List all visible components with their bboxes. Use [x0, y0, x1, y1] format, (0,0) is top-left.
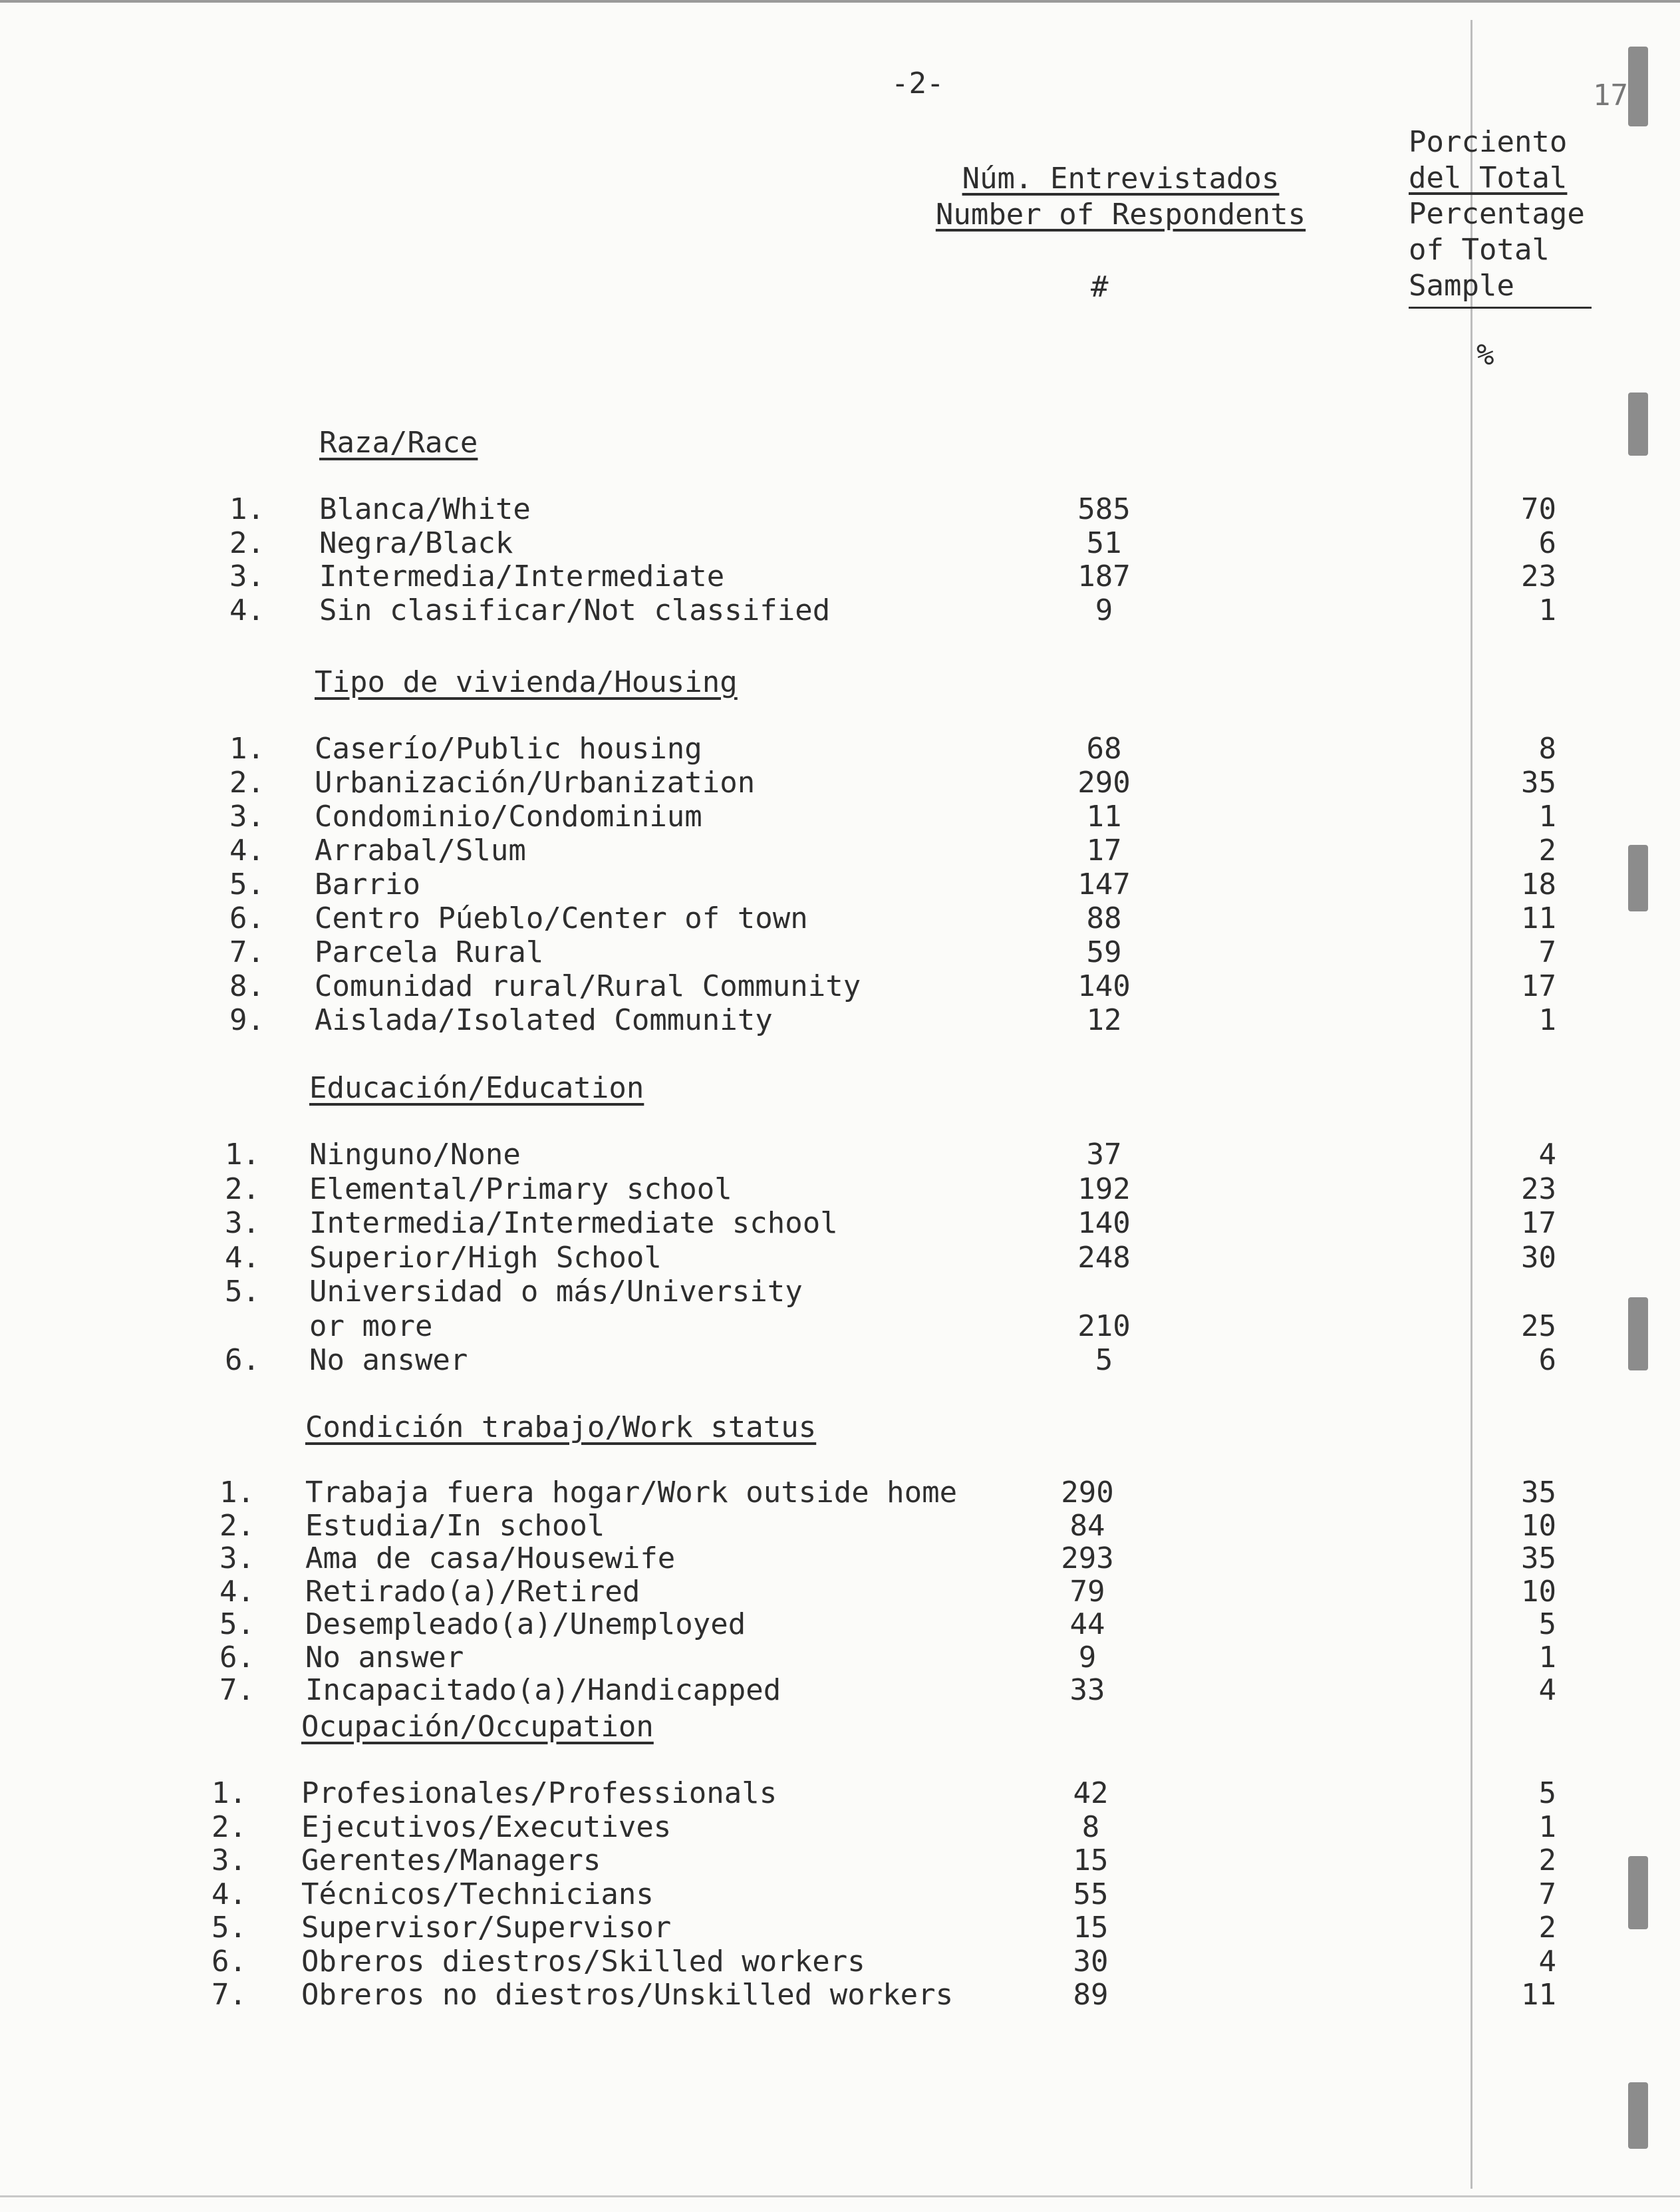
table-row: [0, 732, 1596, 766]
table-row: [0, 1673, 1596, 1708]
row-number: 7.: [229, 935, 265, 969]
row-label: Técnicos/Technicians: [301, 1877, 654, 1911]
row-label: Obreros diestros/Skilled workers: [301, 1945, 865, 1978]
row-label: Comunidad rural/Rural Community: [315, 969, 861, 1003]
row-count: 33: [1069, 1673, 1105, 1707]
binder-tab: [1628, 2082, 1648, 2149]
row-percentage: 18: [1521, 868, 1556, 901]
row-label: Intermedia/Intermediate: [319, 559, 725, 593]
row-label: Ejecutivos/Executives: [301, 1810, 672, 1844]
row-number: 3.: [225, 1206, 260, 1240]
table-row: [0, 868, 1596, 902]
row-number: 2.: [229, 526, 265, 560]
row-number: 7.: [219, 1673, 255, 1707]
row-count: 12: [1086, 1003, 1122, 1037]
row-number: 5.: [211, 1911, 247, 1945]
count-header-es: Núm. Entrevistados: [962, 162, 1280, 196]
row-count: 187: [1077, 559, 1131, 593]
row-label: Arrabal/Slum: [315, 834, 526, 868]
table-row: [0, 559, 1596, 594]
row-count: 89: [1073, 1978, 1109, 2012]
row-number: 4.: [211, 1877, 247, 1911]
row-percentage: 2: [1538, 1911, 1556, 1945]
table-row: [0, 1343, 1596, 1378]
row-percentage: 11: [1521, 1978, 1556, 2012]
row-label: Estudia/In school: [305, 1509, 605, 1543]
row-label: or more: [309, 1309, 433, 1343]
table-row: [0, 1309, 1596, 1344]
row-percentage: 8: [1538, 732, 1556, 766]
row-number: 5.: [219, 1607, 255, 1641]
row-percentage: 2: [1538, 1843, 1556, 1877]
row-count: 585: [1077, 492, 1131, 526]
row-percentage: 4: [1538, 1138, 1556, 1172]
row-count: 9: [1078, 1641, 1097, 1674]
table-row: [0, 1945, 1596, 1979]
row-number: 4.: [225, 1241, 260, 1275]
row-number: 2.: [225, 1172, 260, 1206]
binder-tab: [1628, 393, 1648, 456]
row-count: 140: [1077, 969, 1131, 1003]
row-number: 6.: [229, 901, 265, 935]
row-percentage: 11: [1521, 901, 1556, 935]
table-row: [0, 1275, 1596, 1309]
count-symbol: #: [1091, 270, 1109, 304]
row-count: 84: [1069, 1509, 1105, 1543]
row-count: 44: [1069, 1607, 1105, 1641]
row-number: 1.: [229, 492, 265, 526]
row-percentage: 5: [1538, 1776, 1556, 1810]
table-row: [0, 1206, 1596, 1241]
row-percentage: 23: [1521, 1172, 1556, 1206]
row-count: 140: [1077, 1206, 1131, 1240]
row-label: Superior/High School: [309, 1241, 662, 1275]
row-label: Parcela Rural: [315, 935, 544, 969]
section-heading: Condición trabajo/Work status: [305, 1410, 817, 1444]
row-label: Universidad o más/University: [309, 1275, 803, 1309]
row-percentage: 1: [1538, 1641, 1556, 1674]
row-number: 5.: [229, 868, 265, 901]
row-count: 42: [1073, 1776, 1109, 1810]
row-number: 2.: [219, 1509, 255, 1543]
row-label: Intermedia/Intermediate school: [309, 1206, 838, 1240]
row-number: 6.: [211, 1945, 247, 1978]
row-percentage: 30: [1521, 1241, 1556, 1275]
row-count: 79: [1069, 1575, 1105, 1609]
row-count: 290: [1077, 766, 1131, 800]
row-count: 11: [1086, 800, 1122, 834]
table-row: [0, 969, 1596, 1004]
table-row: [0, 1241, 1596, 1275]
row-label: No answer: [309, 1343, 468, 1377]
row-percentage: 7: [1538, 1877, 1556, 1911]
row-label: Ama de casa/Housewife: [305, 1541, 676, 1575]
row-number: 6.: [225, 1343, 260, 1377]
row-number: 6.: [219, 1641, 255, 1674]
row-count: 290: [1061, 1476, 1114, 1509]
table-row: [0, 1003, 1596, 1038]
row-count: 68: [1086, 732, 1122, 766]
row-count: 30: [1073, 1945, 1109, 1978]
table-row: [0, 1641, 1596, 1675]
row-percentage: 70: [1521, 492, 1556, 526]
table-row: [0, 593, 1596, 628]
row-label: No answer: [305, 1641, 464, 1674]
row-percentage: 6: [1538, 526, 1556, 560]
row-count: 59: [1086, 935, 1122, 969]
pct-header-line: of Total: [1409, 233, 1550, 267]
table-row: [0, 1810, 1596, 1845]
count-column-header: [921, 161, 1320, 233]
row-label: Barrio: [315, 868, 420, 901]
page-top-edge: [0, 0, 1680, 3]
row-number: 2.: [229, 766, 265, 800]
pct-header-line: Porciento: [1409, 125, 1568, 159]
row-number: 1.: [229, 732, 265, 766]
table-row: [0, 526, 1596, 561]
row-percentage: 7: [1538, 935, 1556, 969]
table-row: [0, 1541, 1596, 1576]
table-row: [0, 492, 1596, 527]
row-number: 3.: [211, 1843, 247, 1877]
table-row: [0, 834, 1596, 868]
row-number: 9.: [229, 1003, 265, 1037]
row-number: 3.: [219, 1541, 255, 1575]
row-count: 147: [1077, 868, 1131, 901]
row-count: 210: [1077, 1309, 1131, 1343]
table-row: [0, 766, 1596, 800]
row-number: 4.: [219, 1575, 255, 1609]
row-percentage: 17: [1521, 969, 1556, 1003]
section-heading: Tipo de vivienda/Housing: [315, 665, 738, 699]
row-count: 293: [1061, 1541, 1114, 1575]
row-label: Ninguno/None: [309, 1138, 521, 1172]
row-count: 5: [1095, 1343, 1113, 1377]
row-label: Profesionales/Professionals: [301, 1776, 777, 1810]
row-percentage: 10: [1521, 1575, 1556, 1609]
row-label: Caserío/Public housing: [315, 732, 702, 766]
row-label: Negra/Black: [319, 526, 513, 560]
page-number: -2-: [891, 67, 944, 100]
table-row: [0, 1509, 1596, 1543]
binder-tab: [1628, 1297, 1648, 1370]
table-row: [0, 1575, 1596, 1609]
row-percentage: 23: [1521, 559, 1556, 593]
row-percentage: 35: [1521, 766, 1556, 800]
row-percentage: 17: [1521, 1206, 1556, 1240]
row-count: 88: [1086, 901, 1122, 935]
row-percentage: 5: [1538, 1607, 1556, 1641]
binder-tab: [1628, 1856, 1648, 1929]
percentage-column-header: [1409, 124, 1592, 309]
pct-header-line: del Total: [1409, 161, 1568, 195]
row-number: 5.: [225, 1275, 260, 1309]
table-row: [0, 1607, 1596, 1642]
row-number: 2.: [211, 1810, 247, 1844]
row-number: 4.: [229, 834, 265, 868]
row-label: Blanca/White: [319, 492, 531, 526]
row-count: 15: [1073, 1911, 1109, 1945]
row-label: Elemental/Primary school: [309, 1172, 732, 1206]
row-number: 3.: [229, 800, 265, 834]
table-row: [0, 1877, 1596, 1912]
row-label: Incapacitado(a)/Handicapped: [305, 1673, 781, 1707]
row-percentage: 4: [1538, 1945, 1556, 1978]
table-row: [0, 1911, 1596, 1945]
count-header-en: Number of Respondents: [935, 198, 1306, 232]
row-count: 15: [1073, 1843, 1109, 1877]
row-count: 55: [1073, 1877, 1109, 1911]
row-percentage: 1: [1538, 1810, 1556, 1844]
row-percentage: 6: [1538, 1343, 1556, 1377]
pct-header-line: Percentage: [1409, 197, 1585, 231]
row-number: 1.: [219, 1476, 255, 1509]
table-row: [0, 1776, 1596, 1811]
row-label: Supervisor/Supervisor: [301, 1911, 672, 1945]
row-percentage: 35: [1521, 1541, 1556, 1575]
row-percentage: 1: [1538, 800, 1556, 834]
binder-tab: [1628, 845, 1648, 911]
row-count: 37: [1086, 1138, 1122, 1172]
page-bottom-edge: [0, 2195, 1680, 2197]
row-number: 1.: [211, 1776, 247, 1810]
row-number: 8.: [229, 969, 265, 1003]
table-row: [0, 1172, 1596, 1207]
table-row: [0, 1138, 1596, 1172]
row-number: 4.: [229, 593, 265, 627]
section-heading: Ocupación/Occupation: [301, 1710, 654, 1744]
section-heading: Raza/Race: [319, 426, 478, 460]
row-label: Retirado(a)/Retired: [305, 1575, 640, 1609]
binder-tab: [1628, 47, 1648, 126]
row-label: Condominio/Condominium: [315, 800, 702, 834]
table-row: [0, 1476, 1596, 1510]
table-row: [0, 800, 1596, 834]
row-label: Sin clasificar/Not classified: [319, 593, 831, 627]
table-row: [0, 901, 1596, 936]
section-heading: Educación/Education: [309, 1071, 644, 1105]
row-percentage: 1: [1538, 593, 1556, 627]
row-label: Gerentes/Managers: [301, 1843, 601, 1877]
row-count: 248: [1077, 1241, 1131, 1275]
row-number: 7.: [211, 1978, 247, 2012]
row-percentage: 4: [1538, 1673, 1556, 1707]
row-label: Desempleado(a)/Unemployed: [305, 1607, 746, 1641]
pct-header-rule: [1409, 307, 1592, 309]
row-count: 17: [1086, 834, 1122, 868]
row-percentage: 10: [1521, 1509, 1556, 1543]
row-label: Obreros no diestros/Unskilled workers: [301, 1978, 954, 2012]
row-label: Trabaja fuera hogar/Work outside home: [305, 1476, 958, 1509]
row-count: 9: [1095, 593, 1113, 627]
table-row: [0, 935, 1596, 970]
row-number: 1.: [225, 1138, 260, 1172]
pct-header-line: Sample: [1409, 269, 1514, 303]
row-label: Centro Púeblo/Center of town: [315, 901, 808, 935]
percent-symbol: %: [1476, 338, 1494, 372]
row-percentage: 2: [1538, 834, 1556, 868]
corner-page-number: 17: [1593, 79, 1628, 112]
row-count: 192: [1077, 1172, 1131, 1206]
row-count: 51: [1086, 526, 1122, 560]
row-label: Aislada/Isolated Community: [315, 1003, 773, 1037]
row-percentage: 35: [1521, 1476, 1556, 1509]
row-percentage: 1: [1538, 1003, 1556, 1037]
row-number: 3.: [229, 559, 265, 593]
row-label: Urbanización/Urbanization: [315, 766, 756, 800]
table-row: [0, 1843, 1596, 1878]
row-percentage: 25: [1521, 1309, 1556, 1343]
row-count: 8: [1081, 1810, 1100, 1844]
table-row: [0, 1978, 1596, 2012]
